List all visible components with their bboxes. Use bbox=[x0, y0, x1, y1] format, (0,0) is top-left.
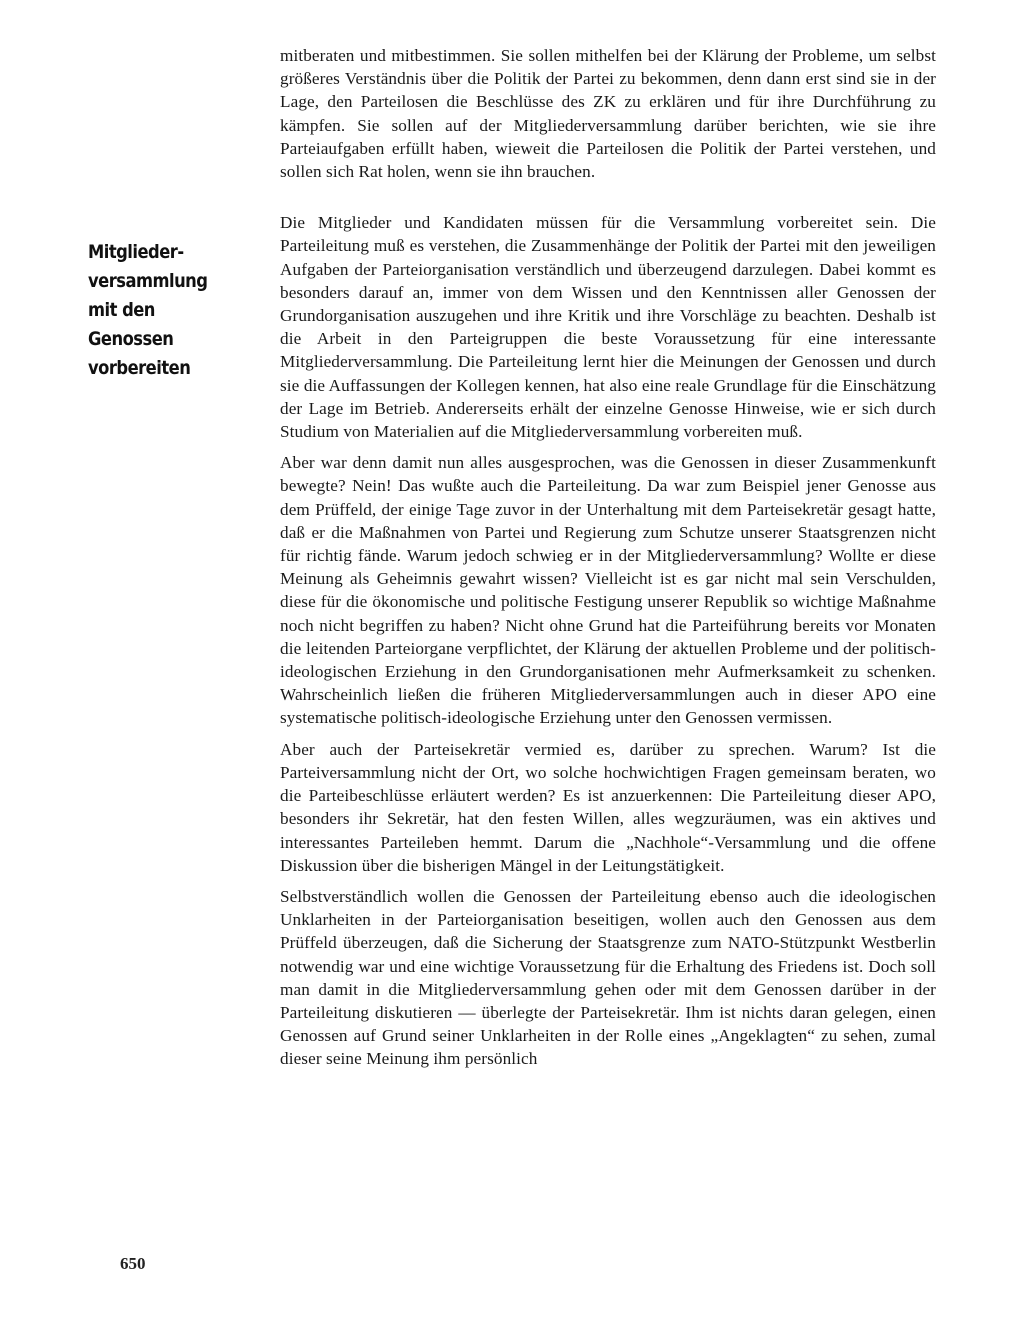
paragraph: Aber auch der Parteisekretär vermied es, darüber zu sprechen. Warum? Ist die Parteiversammlung nicht der Ort, wo solche hochwichtigen Fragen gemeinsam beraten, wo die Parteibeschlüsse erläutert werden? Es ist anzuerkennen: Die Parteileitung dieser APO, besonders ihr Sekretär, hat den festen Willen, alles wegzuräumen, was ein aktives und interessantes Parteileben hemmt. Darum die „Nachhole“-Versammlung und die offene Diskussion über die bisherigen Mängel in der Leitungstätigkeit. bbox=[280, 739, 936, 875]
side-heading-line: Genossen bbox=[88, 328, 174, 350]
side-heading-line: vorbereiten bbox=[88, 357, 191, 379]
side-heading-line: Mitglieder- bbox=[88, 241, 184, 263]
side-heading-line: versammlung bbox=[88, 270, 208, 292]
paragraph: mitberaten und mitbestimmen. Sie sollen mithelfen bei der Klärung der Probleme, um selbst größeres Verständnis über die Politik der Partei zu bekommen, denn dann erst sind sie in der Lage, den Parteilosen die Beschlüsse des ZK zu erklären und für ihre Durchführung zu kämpfen. Sie sollen auf der Mitgliederversammlung darüber berichten, wie sie ihre Parteiaufgaben erfüllt haben, wieweit die Parteilosen die Politik der Partei verstehen, und sollen sich Rat holen, wenn sie ihn brauchen. bbox=[280, 46, 936, 182]
paragraph: Aber war denn damit nun alles ausgesprochen, was die Genossen in dieser Zusammenkunft bewegte? Nein! Das wußte auch die Parteileitung. Da war zum Beispiel jener Genosse aus dem Prüffeld, der einige Tage zuvor in der Unterhaltung mit dem Parteisekretär gesagt hatte, daß er die Maßnahmen von Partei und Regierung zum Schutze unserer Staatsgrenzen nicht für richtig fände. Warum jedoch schwieg er in der Mitgliederversammlung? Wollte er diese Meinung als Geheimnis gewahrt wissen? Vielleicht ist es gar nicht mal sein Verschulden, diese für die ökonomische und politische Festigung unserer Republik so wichtige Maßnahme noch nicht begriffen zu haben? Nicht ohne Grund hat die Parteiführung bereits vor Monaten die leitenden Parteiorgane verpflichtet, der Klärung der aktuellen Probleme und der politisch-ideologischen Erziehung in den Grundorganisationen mehr Aufmerksamkeit zu schenken. Wahrscheinlich ließen die früheren Mitgliederversammlungen auch in dieser APO eine systematische politisch-ideologische Erziehung unter den Genossen vermissen. bbox=[280, 453, 936, 728]
paragraph: Die Mitglieder und Kandidaten müssen für die Versammlung vorbereitet sein. Die Parteileitung muß es verstehen, die Zusammenhänge der Politik der Partei mit den jeweiligen Aufgaben der Parteiorganisation verständlich und überzeugend darzulegen. Dabei kommt es besonders darauf an, immer von dem Wissen und den Kenntnissen aller Genossen der Grundorganisation auszugehen und ihre Kritik und ihre Vorschläge zu beachten. Deshalb ist die Arbeit in den Parteigruppen die beste Voraussetzung für eine interessante Mitgliederversammlung. Die Parteileitung lernt hier die Meinungen der Genossen und durch sie die Auffassungen der Kollegen kennen, hat also eine reale Grundlage für die Einschätzung der Lage im Betrieb. Andererseits erhält der einzelne Genosse Hinweise, wie er sich durch Studium von Materialien auf die Mitgliederversammlung vorbereiten muß. bbox=[280, 213, 936, 442]
side-heading-line: mit den bbox=[88, 299, 155, 321]
paragraph: Selbstverständlich wollen die Genossen der Parteileitung ebenso auch die ideologischen Unklarheiten in der Parteiorganisation beseitigen, wollen auch den Genossen aus dem Prüffeld überzeugen, daß die Sicherung der Staatsgrenze zum NATO-Stützpunkt Westberlin notwendig war und eine wichtige Voraussetzung für die Erhaltung des Friedens ist. Doch soll man damit in die Mitgliederversammlung gehen oder mit dem Genossen darüber in der Parteileitung diskutieren — überlegte der Parteisekretär. Ihm ist nichts daran gelegen, einen Genossen auf Grund seiner Unklarheiten in der Rolle eines „Angeklagten“ zu sehen, zumal dieser seine Meinung ihm persönlich bbox=[280, 886, 936, 1069]
page-number: 650 bbox=[120, 1254, 146, 1273]
side-heading bbox=[88, 238, 217, 383]
main-text-column bbox=[280, 44, 936, 1071]
